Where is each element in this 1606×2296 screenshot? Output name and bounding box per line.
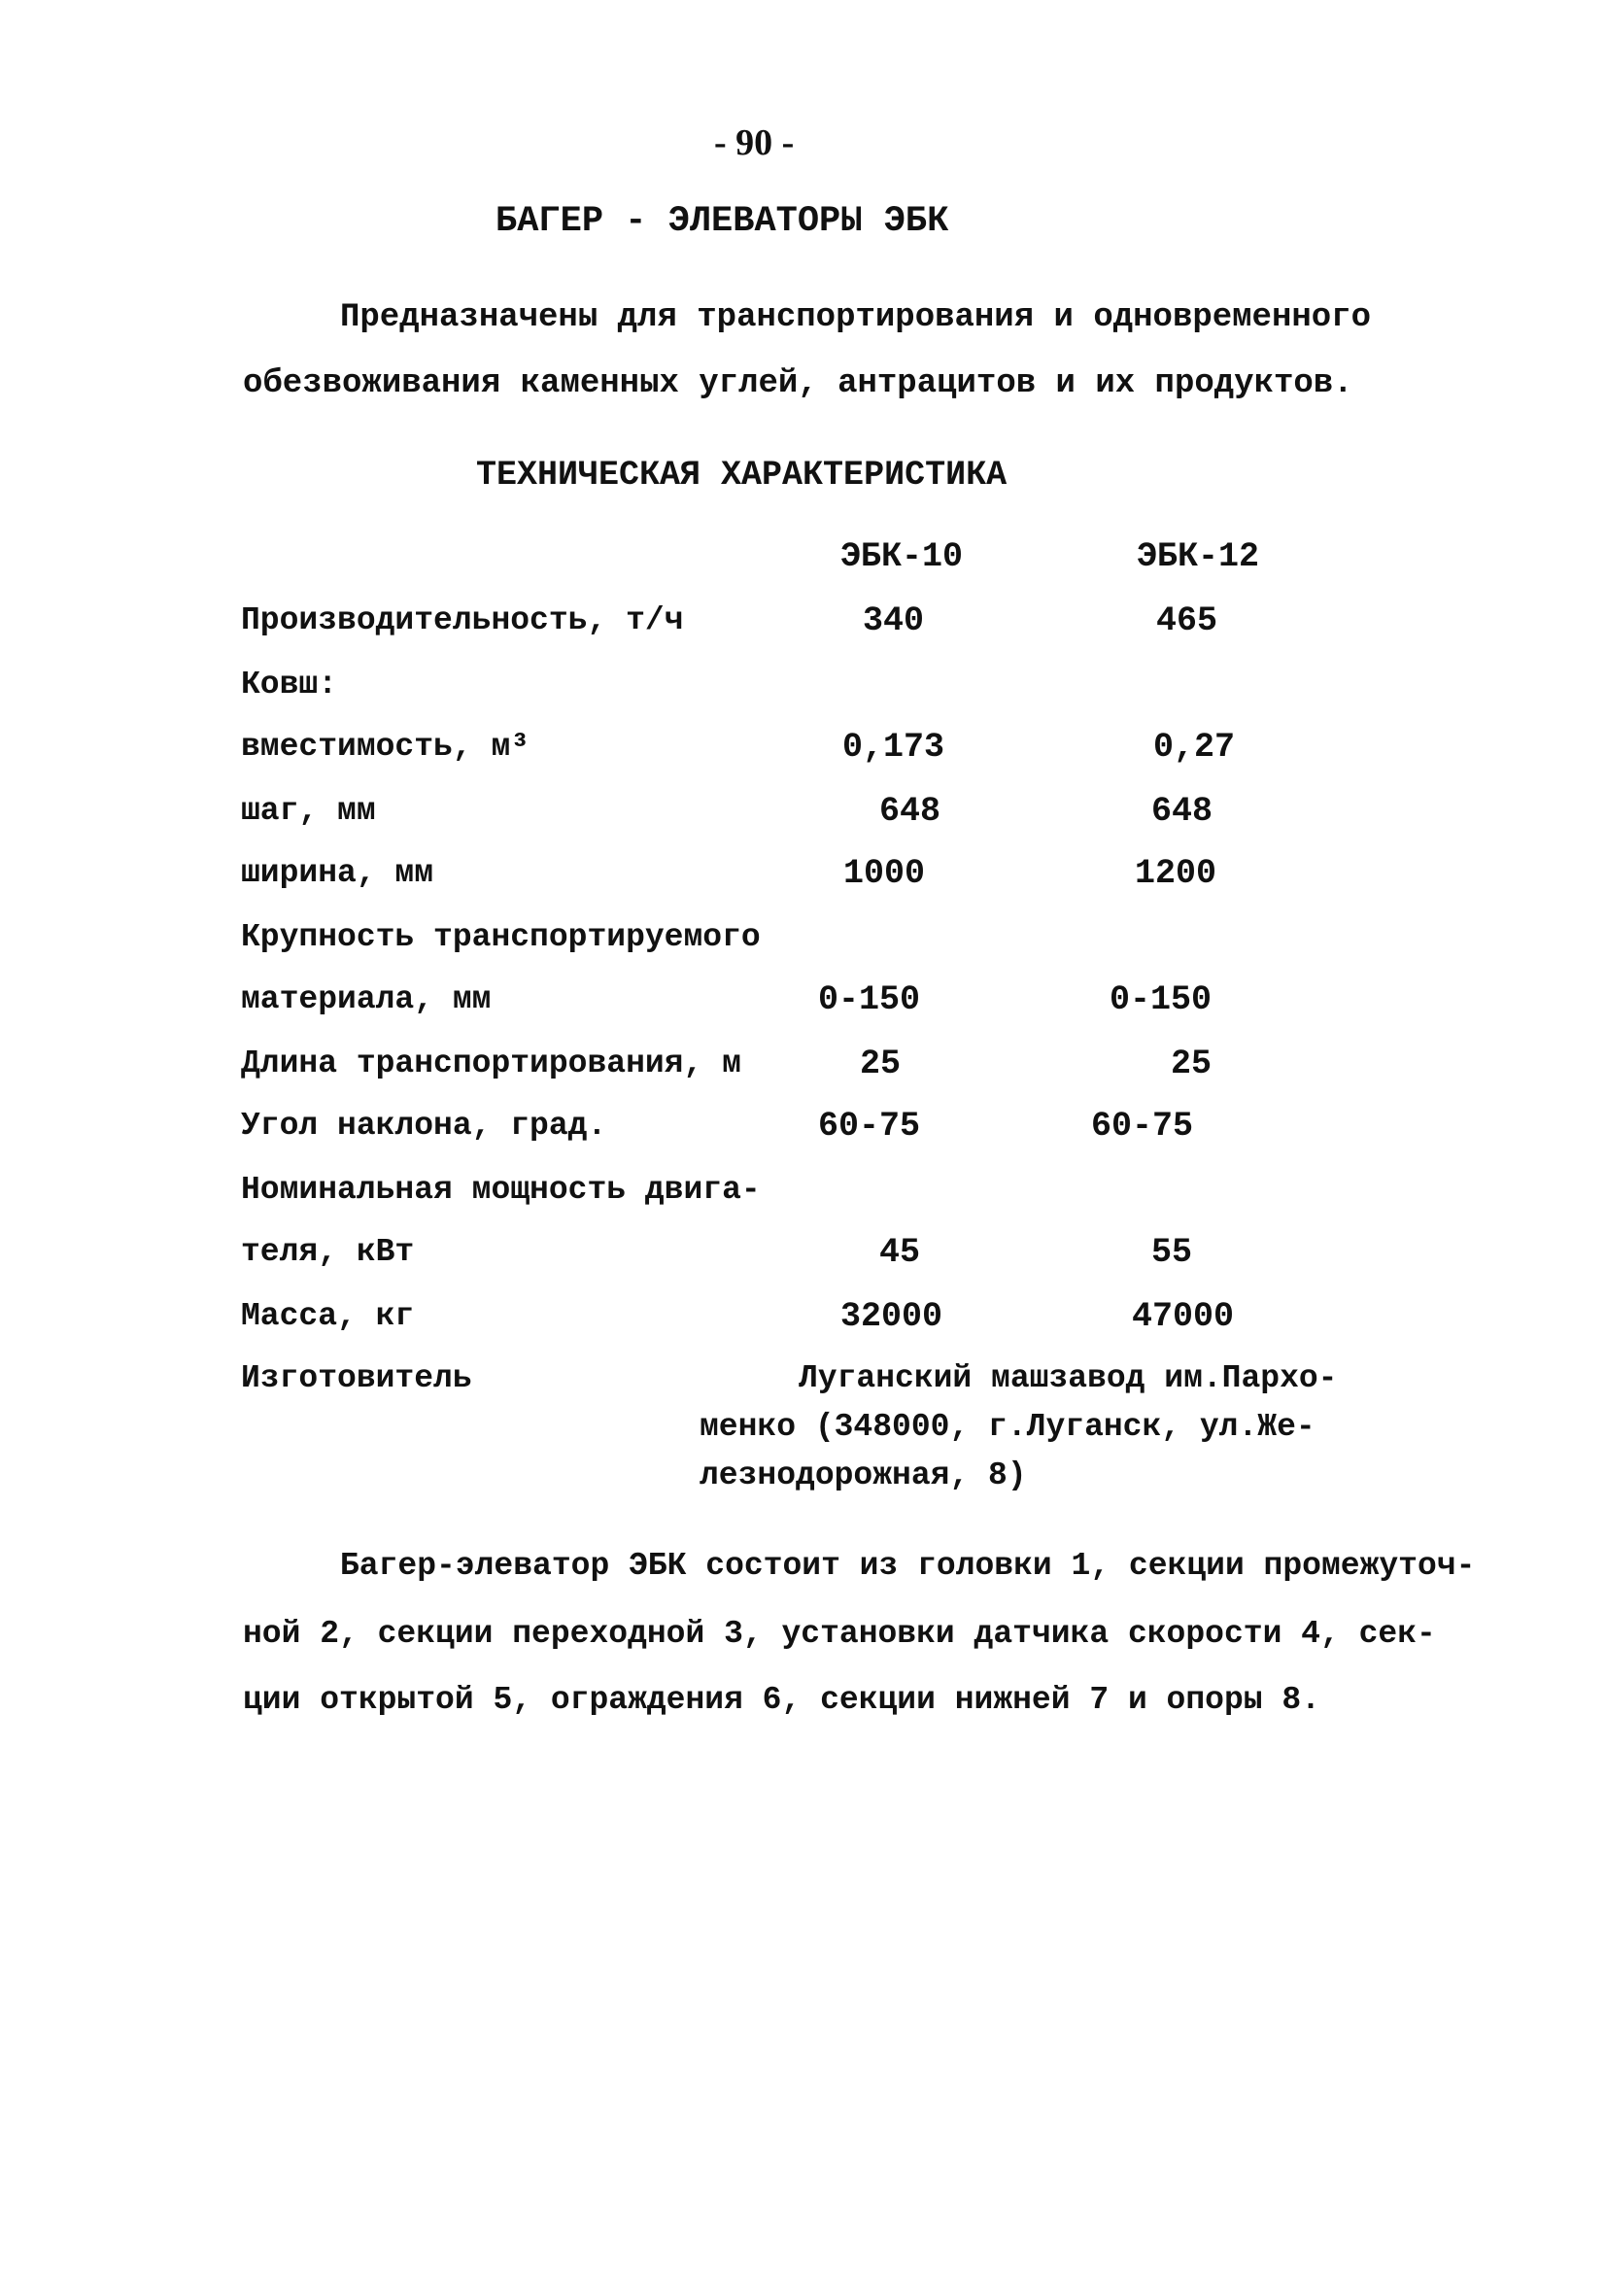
row-value-2: 648	[1151, 792, 1213, 831]
intro-line-2: обезвоживания каменных углей, антрацитов и их продуктов.	[243, 365, 1353, 402]
row-label: Масса, кг	[241, 1298, 415, 1334]
row-label: теля, кВт	[241, 1234, 415, 1270]
row-label: шаг, мм	[241, 793, 376, 829]
row-label: Производительность, т/ч	[241, 602, 684, 638]
row-label: вместимость, м³	[241, 729, 530, 765]
row-value-1: 32000	[840, 1297, 943, 1336]
row-value-1: 340	[863, 601, 925, 640]
spec-title: ТЕХНИЧЕСКАЯ ХАРАКТЕРИСТИКА	[476, 456, 1008, 495]
row-label: ширина, мм	[241, 855, 434, 891]
row-value-2: 465	[1156, 601, 1218, 640]
row-label: Ковш:	[241, 667, 338, 703]
manufacturer-label: Изготовитель	[241, 1360, 472, 1396]
row-label: Крупность транспортируемого	[241, 919, 761, 955]
row-value-2: 60-75	[1091, 1107, 1194, 1146]
row-value-2: 0,27	[1153, 728, 1236, 767]
row-label: Угол наклона, град.	[241, 1108, 607, 1144]
row-value-2: 1200	[1135, 854, 1217, 893]
manufacturer-line-3: лезнодорожная, 8)	[700, 1457, 1027, 1493]
row-value-2: 0-150	[1110, 980, 1213, 1019]
row-value-1: 60-75	[818, 1107, 921, 1146]
row-value-1: 0-150	[818, 980, 921, 1019]
row-label: Длина транспортирования, м	[241, 1045, 741, 1081]
document-title: БАГЕР - ЭЛЕВАТОРЫ ЭБК	[495, 201, 949, 242]
manufacturer-line-1: Луганский машзавод им.Пархо-	[799, 1360, 1338, 1396]
description-line-3: ции открытой 5, ограждения 6, секции нижней 7 и опоры 8.	[243, 1682, 1320, 1718]
row-value-1: 648	[879, 792, 941, 831]
row-label: материала, мм	[241, 981, 492, 1017]
row-label: Номинальная мощность двига-	[241, 1172, 761, 1208]
description-line-2: ной 2, секции переходной 3, установки датчика скорости 4, сек-	[243, 1616, 1436, 1652]
row-value-1: 45	[879, 1233, 921, 1272]
row-value-2: 25	[1171, 1045, 1213, 1083]
column-header-ebk12: ЭБК-12	[1137, 537, 1260, 576]
description-line-1: Багер-элеватор ЭБК состоит из головки 1, секции промежуточ-	[340, 1548, 1476, 1584]
row-value-1: 1000	[843, 854, 926, 893]
intro-line-1: Предназначены для транспортирования и одновременного	[340, 299, 1371, 336]
row-value-1: 25	[860, 1045, 902, 1083]
column-header-ebk10: ЭБК-10	[840, 537, 964, 576]
page-number: - 90 -	[714, 122, 795, 163]
row-value-2: 55	[1151, 1233, 1193, 1272]
row-value-2: 47000	[1132, 1297, 1235, 1336]
manufacturer-line-2: менко (348000, г.Луганск, ул.Же-	[700, 1409, 1316, 1445]
row-value-1: 0,173	[842, 728, 945, 767]
